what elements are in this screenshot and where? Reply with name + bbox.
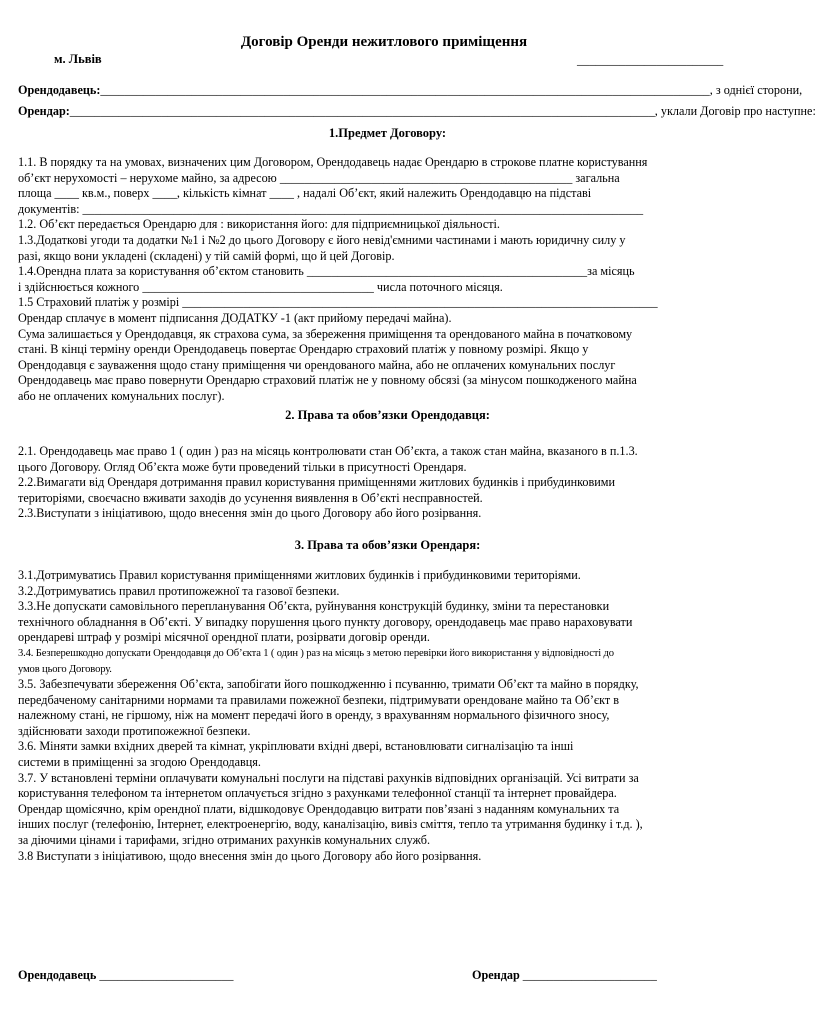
text-line: або не оплачених комунальних послуг). bbox=[18, 388, 225, 403]
landlord-signature-label: Орендодавець bbox=[18, 968, 97, 982]
text-line: технічного обладнання в Об’єкті. У випадку порушення цього пункту договору, орендодавець має право нараховувати bbox=[18, 614, 633, 629]
landlord-blank: ____________________________________________________________________________________________________ bbox=[100, 83, 710, 97]
landlord-signature-blank: ______________________ bbox=[99, 968, 234, 982]
text-line: документів: ____________________________________________________________________________________________ bbox=[18, 201, 644, 216]
section2-body bbox=[18, 444, 758, 522]
text-line: користування телефоном та інтернетом оплачується згідно з рахунками телефонної станції та інтернет провайдера. bbox=[18, 786, 617, 801]
text-line: Орендар щомісячно, крім орендної плати, відшкодовує Орендодавцю витрати пов’язані з наданням комунальних та bbox=[18, 801, 620, 816]
section2-heading: 2. Права та обов’язки Орендодавця: bbox=[285, 408, 490, 422]
text-line: за діючими цінами і тарифами, згідно отриманих рахунків комунальних служб. bbox=[18, 832, 431, 847]
tenant-signature-label: Орендар bbox=[472, 968, 520, 982]
text-line: 2.2.Вимагати від Орендаря дотримання правил користування приміщеннями житлових будинків і прибудинковими bbox=[18, 475, 616, 490]
text-line: і здійснюється кожного ______________________________________ числа поточного місяця. bbox=[18, 279, 503, 294]
tenant-blank: ________________________________________________________________________________________________ bbox=[69, 104, 655, 118]
city-label: м. Львів bbox=[54, 52, 102, 66]
text-line: 2.3.Виступати з ініціативою, щодо внесення змін до цього Договору або його розірвання. bbox=[18, 506, 482, 521]
text-line: 3.5. Забезпечувати збереження Об’єкта, запобігати його пошкодженню і псуванню, тримати Об’єкт та майно в порядку, bbox=[18, 677, 639, 691]
section3-body-c bbox=[18, 677, 758, 864]
text-line: Орендар сплачує в момент підписання ДОДАТКУ -1 (акт прийому передачі майна). bbox=[18, 310, 452, 325]
landlord-signature bbox=[18, 968, 233, 983]
text-line: 3.2.Дотримуватись правил протипожежної та газової безпеки. bbox=[18, 583, 340, 598]
text-line: інших послуг (телефонію, Інтернет, електроенергію, воду, каналізацію, вивіз сміття, тепло та утримання будинку і т.д. ), bbox=[18, 817, 643, 832]
text-line: системи в приміщенні за згодою Орендодавця. bbox=[18, 754, 261, 769]
document-title: Договір Оренди нежитлового приміщення bbox=[240, 34, 528, 50]
text-line: Орендодавець має право повернути Орендарю страховий платіж не у повному обсязі (за мінусом пошкодженого майна bbox=[18, 373, 637, 388]
text-line: умов цього Договору. bbox=[18, 663, 112, 675]
text-line: здійснювати заходи протипожежної безпеки. bbox=[18, 723, 251, 738]
tenant-signature bbox=[472, 968, 657, 983]
text-line: 1.4.Орендна плата за користування об’єктом становить ______________________________________________за місяць bbox=[18, 264, 635, 279]
text-line: 1.1. В порядку та на умовах, визначених цим Договором, Орендодавець надає Орендарю в строкове платне користування bbox=[18, 155, 648, 169]
text-line: об’єкт нерухомості – нерухоме майно, за адресою ________________________________________________ загальна bbox=[18, 170, 620, 185]
text-line: Сума залишається у Орендодавця, як страхова сума, за збереження приміщення та орендованого майна в початковому bbox=[18, 326, 633, 341]
text-line: територіями, своєчасно вживати заходів до усунення виявлення в Об’єкті несправностей. bbox=[18, 490, 483, 505]
section3-body-a bbox=[18, 568, 758, 646]
text-line: 3.6. Міняти замки вхідних дверей та кімнат, укріплювати вхідні двері, встановлювати сигналізацію та інші bbox=[18, 739, 574, 754]
text-line: належному стані, не гіршому, ніж на момент передачі його в оренду, з врахуванням нормального фізичного зносу, bbox=[18, 708, 610, 723]
text-line: 1.3.Додаткові угоди та додатки №1 і №2 до цього Договору є його невід'ємними частинами і мають юридичну силу у bbox=[18, 232, 626, 247]
text-line: стані. В кінці терміну оренди Орендодавець повертає Орендарю страховий платіж у повному розмірі. Якщо у bbox=[18, 342, 589, 357]
text-line: 3.1.Дотримуватись Правил користування приміщеннями житлових будинків і прибудинковими територіями. bbox=[18, 568, 581, 582]
text-line: орендареві штраф у розмірі місячної орендної плати, розірвати договір оренди. bbox=[18, 630, 430, 645]
text-line: 1.5 Страховий платіж у розмірі ______________________________________________________________________________ bbox=[18, 295, 658, 310]
text-line: 2.1. Орендодавець має право 1 ( один ) раз на місяць контролювати стан Об’єкта, а також стан майна, вказаного в п.1.3. bbox=[18, 444, 638, 458]
section1-heading: 1.Предмет Договору: bbox=[328, 126, 447, 140]
landlord-label: Орендодавець: bbox=[18, 83, 101, 97]
section3-heading: 3. Права та обов’язки Орендаря: bbox=[294, 538, 481, 552]
tenant-suffix: , уклали Договір про наступне: bbox=[654, 104, 816, 118]
text-line: 3.3.Не допускати самовільного перепланування Об’єкта, руйнування конструкцій будинку, зміни та перестановки bbox=[18, 599, 610, 614]
text-line: 1.2. Об’єкт передається Орендарю для : використання його: для підприємницької діяльності. bbox=[18, 217, 500, 232]
text-line: передбаченому санітарними нормами та правилами пожежної безпеки, підтримувати орендоване майно та Об’єкт в bbox=[18, 692, 620, 707]
date-blank: ________________________ bbox=[577, 53, 724, 67]
landlord-suffix: , з однієї сторони, bbox=[709, 83, 803, 97]
text-line: Орендодавця є зауваження щодо стану приміщення чи орендованого майна, або не оплачених комунальних послуг bbox=[18, 357, 616, 372]
text-line: 3.4. Безперешкодно допускати Орендодавця до Об’єкта 1 ( один ) раз на місяць з метою перевірки його використання у відповідності до bbox=[18, 648, 614, 659]
tenant-label: Орендар: bbox=[18, 104, 70, 118]
landlord-line bbox=[18, 83, 803, 98]
text-line: цього Договору. Огляд Об’єкта може бути проведений тільки в присутності Орендаря. bbox=[18, 459, 467, 474]
text-line: разі, якщо вони укладені (складені) у тій самій формі, що й цей Договір. bbox=[18, 248, 395, 263]
tenant-signature-blank: ______________________ bbox=[522, 968, 657, 982]
text-line: площа ____ кв.м., поверх ____, кількість кімнат ____ , надалі Об’єкт, який належить Орендодавцю на підставі bbox=[18, 186, 592, 201]
text-line: 3.7. У встановлені терміни оплачувати комунальні послуги на підставі рахунків відповідних організацій. Усі витрати за bbox=[18, 770, 639, 785]
tenant-line bbox=[18, 104, 816, 119]
text-line: 3.8 Виступати з ініціативою, щодо внесення змін до цього Договору або його розірвання. bbox=[18, 848, 482, 863]
section1-body bbox=[18, 155, 758, 405]
section3-body-b bbox=[18, 646, 758, 677]
